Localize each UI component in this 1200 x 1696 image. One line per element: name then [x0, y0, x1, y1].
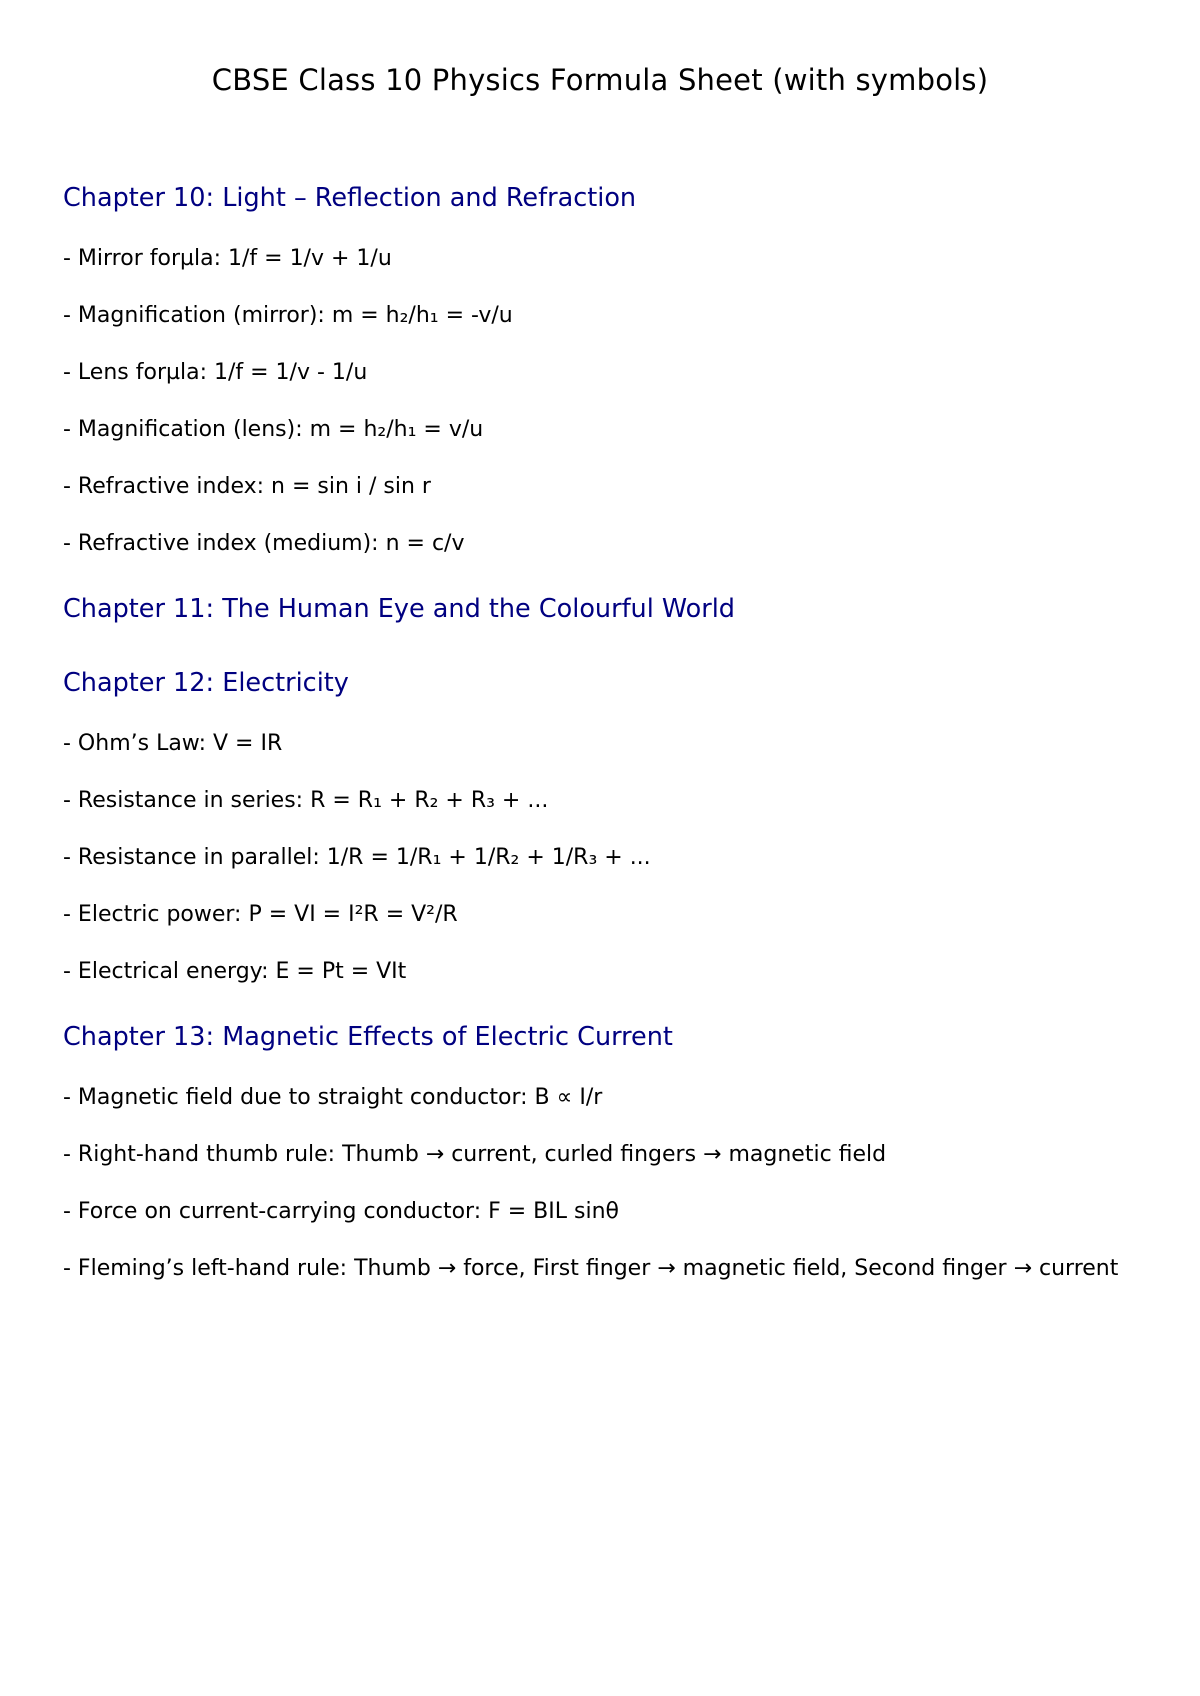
formula-lens: - Lens forµla: 1/f = 1/v - 1/u: [63, 360, 368, 385]
formula-flemings-left-hand-rule: - Fleming’s left-hand rule: Thumb → force, First finger → magnetic field, Second finger → current: [63, 1256, 1119, 1281]
formula-force-on-conductor: - Force on current-carrying conductor: F = BIL sinθ: [63, 1199, 619, 1224]
chapter-12-section: [63, 663, 1143, 1000]
formula-list: [63, 715, 1143, 1000]
formula-electric-power: - Electric power: P = VI = I²R = V²/R: [63, 902, 458, 927]
formula-refractive-index: - Refractive index: n = sin i / sin r: [63, 474, 431, 499]
chapter-heading: Chapter 10: Light – Reflection and Refraction: [63, 183, 637, 213]
document-body: [63, 178, 1143, 1297]
formula-mirror: - Mirror forµla: 1/f = 1/v + 1/u: [63, 246, 392, 271]
formula-resistance-parallel: - Resistance in parallel: 1/R = 1/R₁ + 1/R₂ + 1/R₃ + ...: [63, 845, 651, 870]
formula-magnetic-field-straight-conductor: - Magnetic field due to straight conductor: B ∝ I/r: [63, 1085, 603, 1110]
formula-refractive-index-medium: - Refractive index (medium): n = c/v: [63, 531, 465, 556]
formula-list: [63, 1069, 1143, 1297]
formula-right-hand-thumb-rule: - Right-hand thumb rule: Thumb → current, curled fingers → magnetic field: [63, 1142, 887, 1167]
chapter-11-section: [63, 589, 1143, 629]
chapter-10-section: [63, 178, 1143, 572]
chapter-heading: Chapter 13: Magnetic Effects of Electric Current: [63, 1022, 673, 1052]
formula-resistance-series: - Resistance in series: R = R₁ + R₂ + R₃ + ...: [63, 788, 549, 813]
chapter-heading: Chapter 11: The Human Eye and the Colourful World: [63, 594, 735, 624]
chapter-13-section: [63, 1017, 1143, 1297]
formula-magnification-lens: - Magnification (lens): m = h₂/h₁ = v/u: [63, 417, 484, 442]
formula-magnification-mirror: - Magnification (mirror): m = h₂/h₁ = -v/u: [63, 303, 513, 328]
document-title: CBSE Class 10 Physics Formula Sheet (with symbols): [211, 63, 989, 97]
formula-list: [63, 230, 1143, 572]
formula-ohms-law: - Ohm’s Law: V = IR: [63, 731, 283, 756]
chapter-heading: Chapter 12: Electricity: [63, 668, 349, 698]
formula-electrical-energy: - Electrical energy: E = Pt = VIt: [63, 959, 407, 984]
